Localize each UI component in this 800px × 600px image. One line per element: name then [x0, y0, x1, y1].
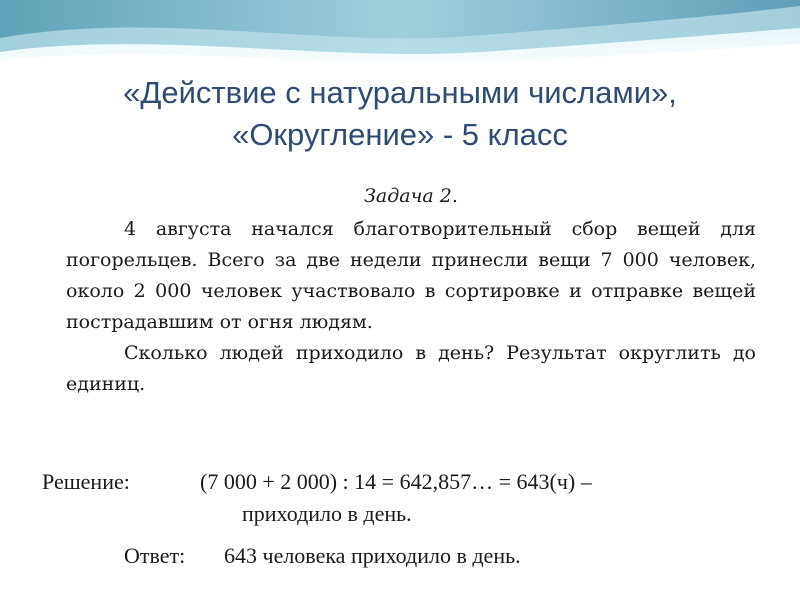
solution-formula: (7 000 + 2 000) : 14 = 642,857… = 643(ч) –: [200, 469, 592, 494]
decorative-wave-header: [0, 0, 800, 80]
task-title: Задача 2.: [364, 185, 458, 207]
answer-label: Ответ:: [124, 543, 186, 568]
title-line-1: «Действие с натуральными числами»,: [123, 75, 677, 110]
slide-title: [40, 72, 760, 156]
task-paragraph-2: Сколько людей приходило в день? Результат округлить до единиц.: [66, 342, 756, 395]
solution-label: Решение:: [42, 469, 130, 494]
task-paragraph-1: 4 августа начался благотворительный сбор вещей для погорельцев. Всего за две недели принесли вещи 7 000 человек, около 2 000 человек участвовало в сортировке и отправке вещей пострадавшим от огня людям.: [66, 218, 756, 333]
task-block: [66, 181, 756, 400]
answer-text: 643 человека приходило в день.: [224, 543, 521, 568]
answer-row: [42, 540, 762, 572]
title-line-2: «Округление» - 5 класс: [232, 117, 568, 152]
solution-block: [42, 466, 762, 572]
solution-formula-continuation: приходило в день.: [242, 501, 412, 526]
solution-row: [42, 466, 762, 498]
